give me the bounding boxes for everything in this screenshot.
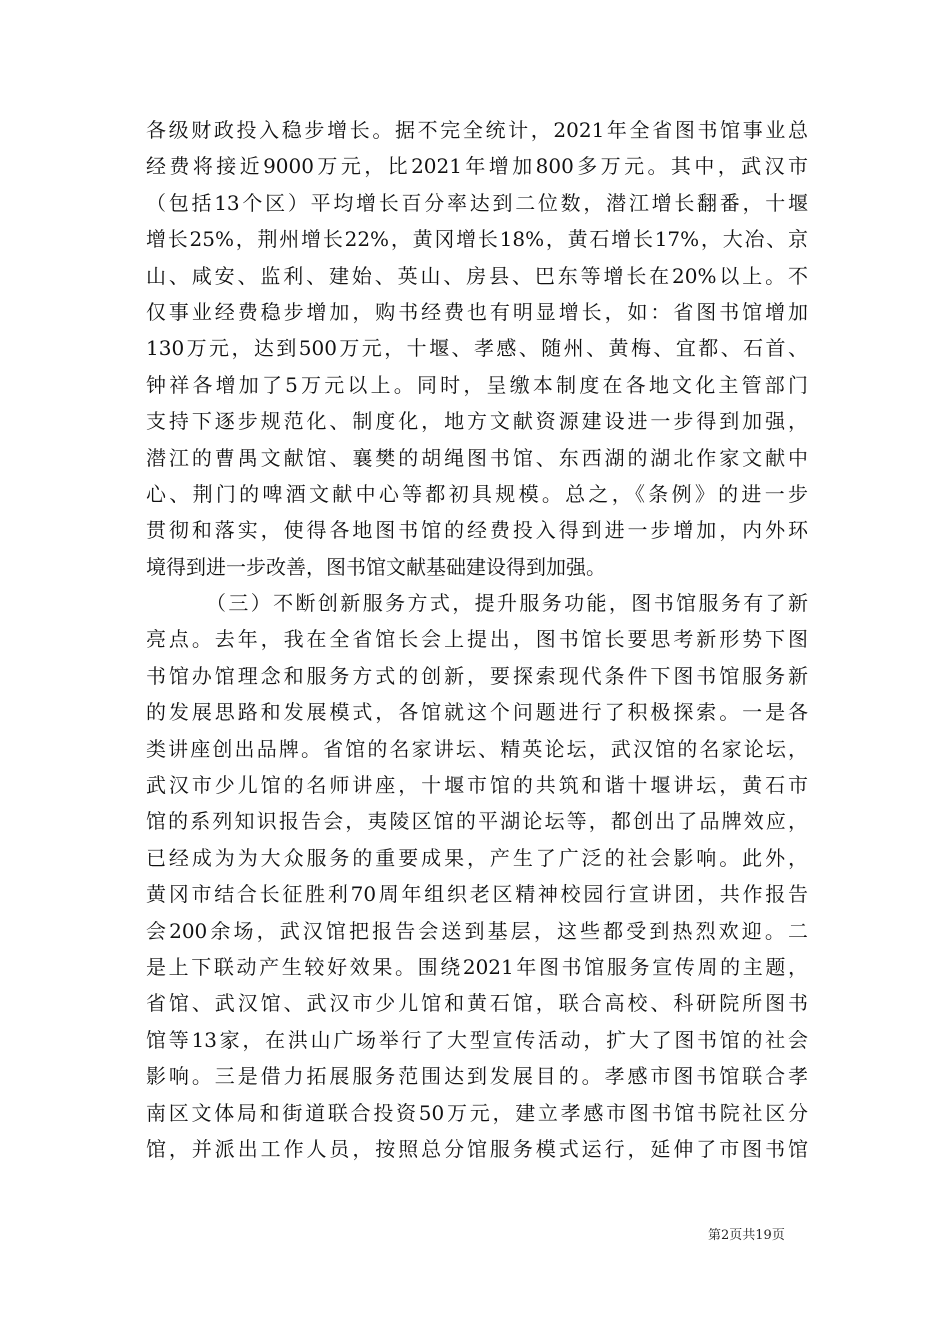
text-line: 仅事业经费稳步增加，购书经费也有明显增长，如：省图书馆增加 — [146, 299, 808, 324]
text-line: 书馆办馆理念和服务方式的创新，要探索现代条件下图书馆服务新 — [146, 663, 808, 688]
text-line: 武汉市少儿馆的名师讲座，十堰市馆的共筑和谐十堰讲坛，黄石市 — [146, 773, 808, 798]
document-body — [146, 112, 808, 1167]
text-line: 黄冈市结合长征胜利70周年组织老区精神校园行宣讲团，共作报告 — [146, 882, 808, 907]
text-line: 130万元，达到500万元，十堰、孝感、随州、黄梅、宜都、石首、 — [146, 336, 808, 361]
text-line: 省馆、武汉馆、武汉市少儿馆和黄石馆，联合高校、科研院所图书 — [146, 991, 808, 1016]
text-line: 馆的系列知识报告会，夷陵区馆的平湖论坛等，都创出了品牌效应， — [146, 809, 808, 834]
text-line: 各级财政投入稳步增长。据不完全统计，2021年全省图书馆事业总 — [146, 118, 808, 142]
text-line: 馆等13家，在洪山广场举行了大型宣传活动，扩大了图书馆的社会 — [146, 1027, 808, 1052]
text-line: 已经成为为大众服务的重要成果，产生了广泛的社会影响。此外， — [146, 845, 808, 870]
text-line: 是上下联动产生较好效果。围绕2021年图书馆服务宣传周的主题， — [146, 954, 808, 979]
text-line: 南区文体局和街道联合投资50万元，建立孝感市图书馆书院社区分 — [146, 1100, 808, 1125]
text-line: 的发展思路和发展模式，各馆就这个问题进行了积极探索。一是各 — [146, 700, 808, 725]
text-line: 境得到进一步改善，图书馆文献基础建设得到加强。 — [146, 554, 606, 579]
text-line: 类讲座创出品牌。省馆的名家讲坛、精英论坛，武汉馆的名家论坛， — [146, 736, 808, 761]
section-heading-line: （三）不断创新服务方式，提升服务功能，图书馆服务有了新 — [206, 591, 808, 616]
text-line: 山、咸安、监利、建始、英山、房县、巴东等增长在20%以上。不 — [146, 263, 808, 288]
text-line: 馆，并派出工作人员，按照总分馆服务模式运行，延伸了市图书馆 — [146, 1136, 808, 1161]
text-line: 影响。三是借力拓展服务范围达到发展目的。孝感市图书馆联合孝 — [146, 1064, 808, 1089]
text-line: 贯彻和落实，使得各地图书馆的经费投入得到进一步增加，内外环 — [146, 518, 808, 543]
paragraph-service-innovation — [146, 585, 808, 1167]
paragraph-funding — [146, 112, 808, 585]
text-line: 亮点。去年，我在全省馆长会上提出，图书馆长要思考新形势下图 — [146, 627, 808, 652]
text-line: （包括13个区）平均增长百分率达到二位数，潜江增长翻番，十堰 — [146, 190, 808, 215]
text-line: 经费将接近9000万元，比2021年增加800多万元。其中，武汉市 — [146, 154, 808, 179]
page-number: 第2页共19页 — [708, 1228, 785, 1243]
text-line: 会200余场，武汉馆把报告会送到基层，这些都受到热烈欢迎。二 — [146, 918, 808, 943]
text-line: 钟祥各增加了5万元以上。同时，呈缴本制度在各地文化主管部门 — [146, 372, 808, 397]
text-line: 潜江的曹禺文献馆、襄樊的胡绳图书馆、东西湖的湖北作家文献中 — [146, 445, 808, 470]
text-line: 支持下逐步规范化、制度化，地方文献资源建设进一步得到加强， — [146, 409, 808, 434]
text-line: 增长25%，荆州增长22%，黄冈增长18%，黄石增长17%，大冶、京 — [146, 227, 808, 252]
text-line: 心、荆门的啤酒文献中心等都初具规模。总之，《条例》的进一步 — [146, 481, 808, 506]
